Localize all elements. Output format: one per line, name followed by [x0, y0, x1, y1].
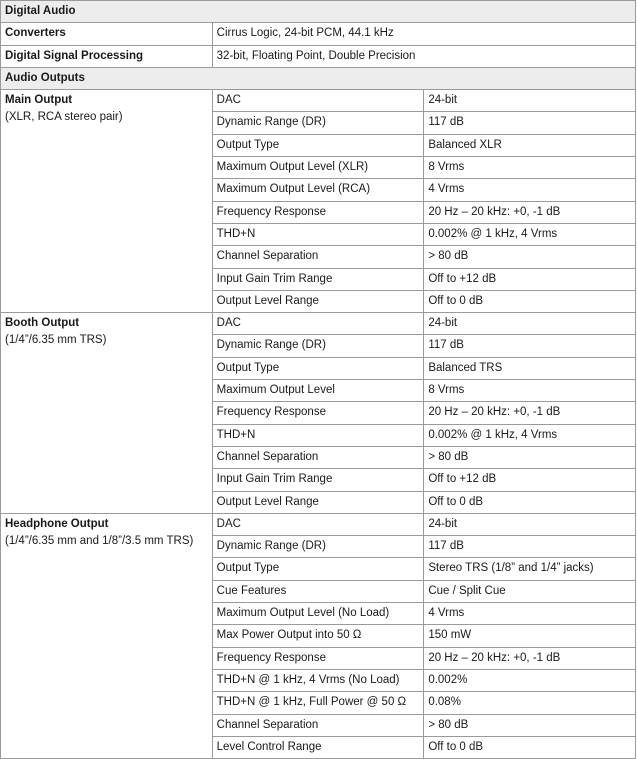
spec-parameter: Output Type — [212, 134, 424, 156]
spec-value: 20 Hz – 20 kHz: +0, -1 dB — [424, 201, 636, 223]
spec-label: Converters — [1, 23, 213, 45]
spec-parameter: Dynamic Range (DR) — [212, 112, 424, 134]
spec-value: > 80 dB — [424, 446, 636, 468]
spec-row-converters — [1, 23, 636, 45]
spec-parameter: Frequency Response — [212, 647, 424, 669]
main-output-row — [1, 90, 636, 112]
group-subtitle: (1/4”/6.35 mm TRS) — [5, 334, 107, 347]
spec-value: 150 mW — [424, 625, 636, 647]
spec-parameter: Channel Separation — [212, 714, 424, 736]
spec-value: 24-bit — [424, 90, 636, 112]
spec-parameter: THD+N @ 1 kHz, Full Power @ 50 Ω — [212, 692, 424, 714]
spec-value: Off to 0 dB — [424, 491, 636, 513]
spec-value: 117 dB — [424, 335, 636, 357]
section-title: Digital Audio — [1, 1, 636, 23]
group-title: Booth Output — [5, 317, 80, 330]
spec-value: 24-bit — [424, 313, 636, 335]
spec-value: Off to +12 dB — [424, 268, 636, 290]
spec-row-dsp — [1, 45, 636, 67]
spec-parameter: DAC — [212, 513, 424, 535]
spec-value: Balanced XLR — [424, 134, 636, 156]
spec-parameter: Output Type — [212, 558, 424, 580]
spec-parameter: Maximum Output Level (XLR) — [212, 157, 424, 179]
booth-output-group-header — [1, 313, 213, 514]
spec-parameter: Frequency Response — [212, 201, 424, 223]
spec-label: Digital Signal Processing — [1, 45, 213, 67]
spec-parameter: DAC — [212, 313, 424, 335]
spec-parameter: Dynamic Range (DR) — [212, 335, 424, 357]
spec-value: 8 Vrms — [424, 380, 636, 402]
spec-parameter: Channel Separation — [212, 446, 424, 468]
spec-value: Balanced TRS — [424, 357, 636, 379]
spec-value: 4 Vrms — [424, 179, 636, 201]
spec-parameter: Output Level Range — [212, 491, 424, 513]
spec-value: 24-bit — [424, 513, 636, 535]
spec-value: Off to 0 dB — [424, 290, 636, 312]
spec-parameter: THD+N — [212, 223, 424, 245]
spec-parameter: Dynamic Range (DR) — [212, 536, 424, 558]
spec-parameter: Level Control Range — [212, 736, 424, 758]
spec-value: 8 Vrms — [424, 157, 636, 179]
spec-parameter: Maximum Output Level — [212, 380, 424, 402]
spec-value: Off to +12 dB — [424, 469, 636, 491]
spec-parameter: Input Gain Trim Range — [212, 469, 424, 491]
spec-parameter: Output Type — [212, 357, 424, 379]
spec-parameter: THD+N @ 1 kHz, 4 Vrms (No Load) — [212, 669, 424, 691]
spec-value: 0.002% @ 1 kHz, 4 Vrms — [424, 223, 636, 245]
section-row-digital-audio — [1, 1, 636, 23]
spec-parameter: Maximum Output Level (RCA) — [212, 179, 424, 201]
spec-value: Cirrus Logic, 24-bit PCM, 44.1 kHz — [212, 23, 635, 45]
spec-value: 32-bit, Floating Point, Double Precision — [212, 45, 635, 67]
main-output-group-header — [1, 90, 213, 313]
spec-value: 20 Hz – 20 kHz: +0, -1 dB — [424, 647, 636, 669]
spec-value: 20 Hz – 20 kHz: +0, -1 dB — [424, 402, 636, 424]
spec-parameter: THD+N — [212, 424, 424, 446]
spec-value: Off to 0 dB — [424, 736, 636, 758]
spec-value: 0.002% — [424, 669, 636, 691]
spec-value: > 80 dB — [424, 714, 636, 736]
group-subtitle: (XLR, RCA stereo pair) — [5, 111, 123, 124]
spec-value: 117 dB — [424, 112, 636, 134]
spec-parameter: Channel Separation — [212, 246, 424, 268]
section-row-audio-outputs — [1, 67, 636, 89]
spec-parameter: Output Level Range — [212, 290, 424, 312]
spec-parameter: Max Power Output into 50 Ω — [212, 625, 424, 647]
booth-output-row — [1, 313, 636, 335]
spec-parameter: Maximum Output Level (No Load) — [212, 603, 424, 625]
section-title: Audio Outputs — [1, 67, 636, 89]
spec-parameter: DAC — [212, 90, 424, 112]
spec-value: 0.002% @ 1 kHz, 4 Vrms — [424, 424, 636, 446]
spec-value: 117 dB — [424, 536, 636, 558]
headphone-output-group-header — [1, 513, 213, 758]
group-title: Headphone Output — [5, 517, 109, 530]
spec-value: Stereo TRS (1/8” and 1/4” jacks) — [424, 558, 636, 580]
spec-value: > 80 dB — [424, 246, 636, 268]
headphone-output-row — [1, 513, 636, 535]
spec-value: 4 Vrms — [424, 603, 636, 625]
spec-parameter: Cue Features — [212, 580, 424, 602]
spec-parameter: Frequency Response — [212, 402, 424, 424]
group-title: Main Output — [5, 94, 73, 107]
spec-value: 0.08% — [424, 692, 636, 714]
spec-parameter: Input Gain Trim Range — [212, 268, 424, 290]
spec-value: Cue / Split Cue — [424, 580, 636, 602]
group-subtitle: (1/4”/6.35 mm and 1/8”/3.5 mm TRS) — [5, 534, 194, 547]
